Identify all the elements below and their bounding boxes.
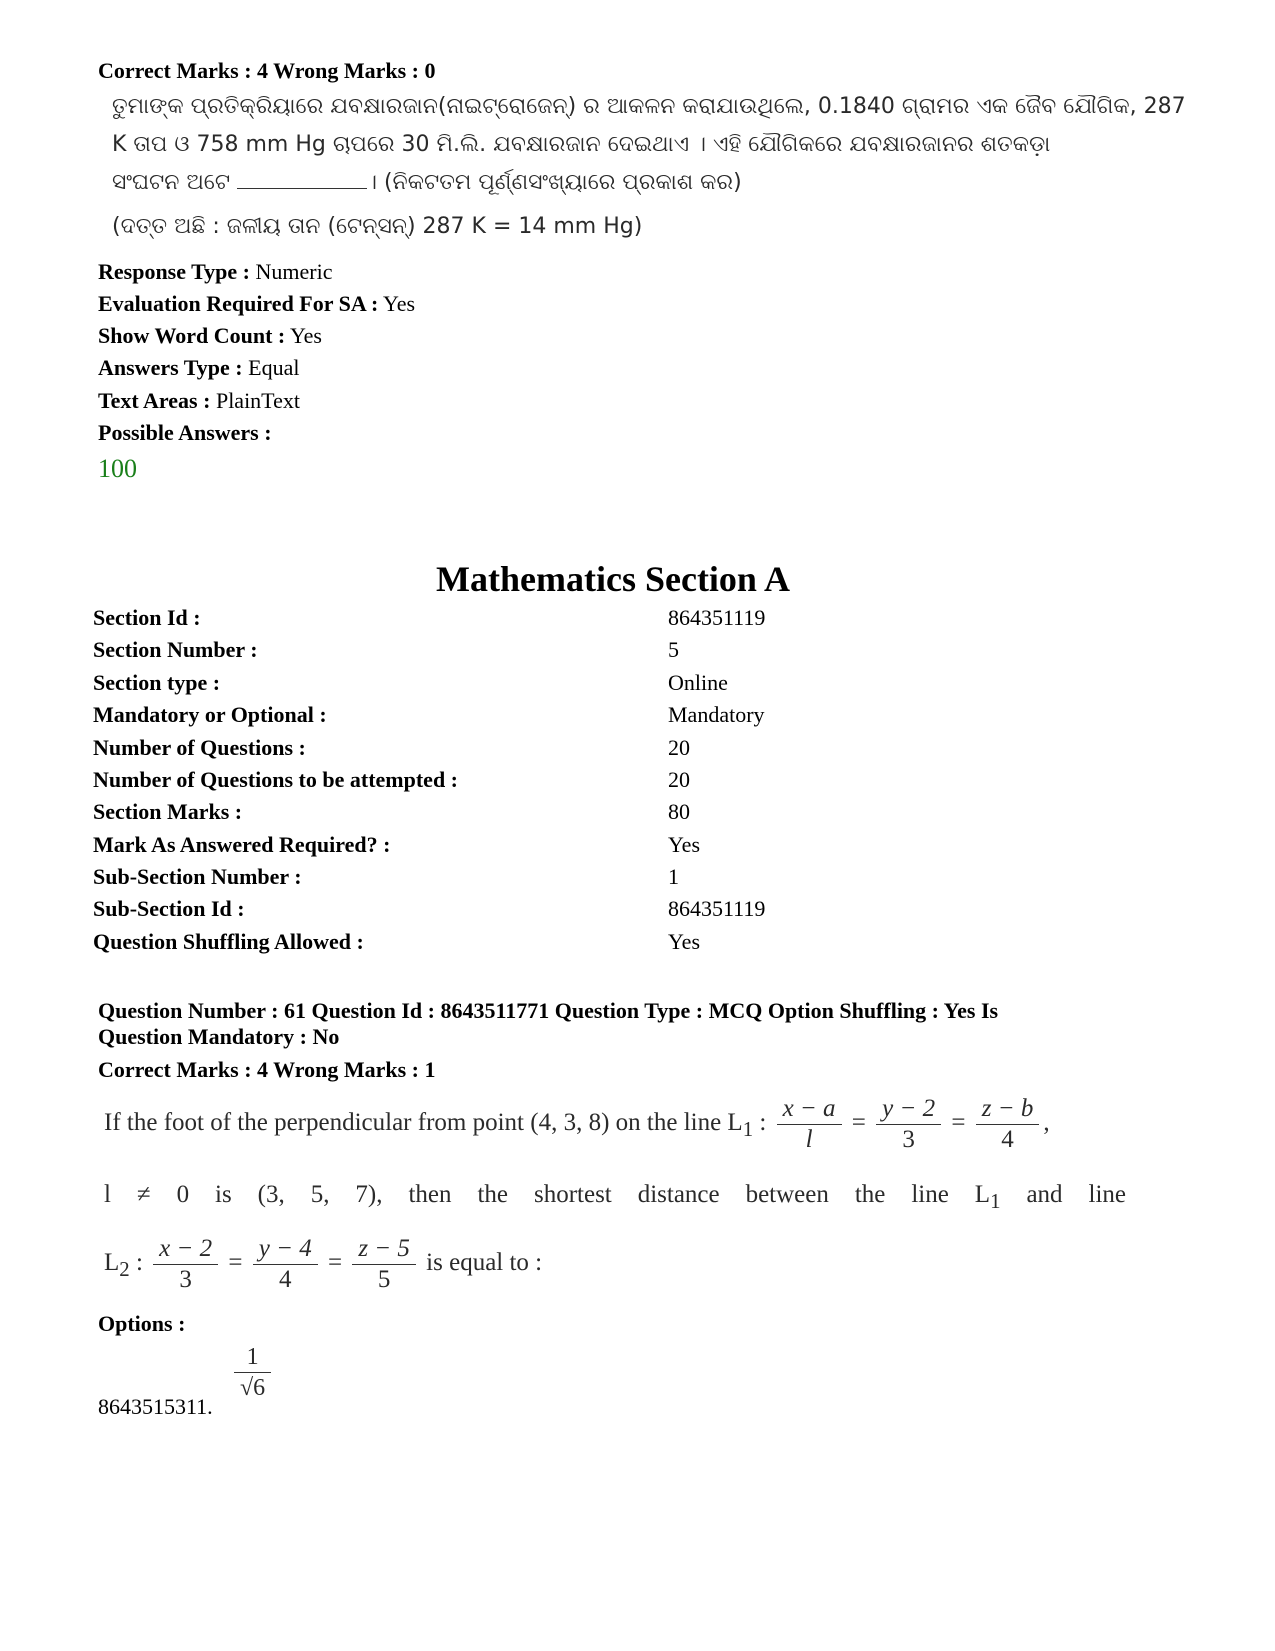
options-label: Options :: [98, 1311, 186, 1336]
meta-label: Show Word Count :: [98, 323, 286, 348]
fraction-num: x − a: [777, 1094, 842, 1125]
fraction-den: 3: [179, 1266, 192, 1293]
question-line2: [104, 1180, 1126, 1216]
meta-evaluation-required: [98, 291, 415, 317]
fraction-num: x − 2: [153, 1234, 218, 1265]
question-line3: $L_2$ : $\frac{x - 2}{3}$ = $\frac{y - 4}{4}$ = $\frac{z - 5}{5}$ is equal to :: [104, 1235, 543, 1293]
section-row-label: Mark As Answered Required? :: [93, 832, 391, 857]
odia-question-given: (ଦତ୍ତ ଅଛି : ଜଳୀୟ ତାନ (ଟେନ୍‌ସନ୍) 287 K = 14 mm Hg): [112, 214, 643, 239]
option-1-fraction: [234, 1342, 271, 1403]
section-row-value: 864351119: [668, 605, 766, 630]
top-marks-line: Correct Marks : 4 Wrong Marks : 0: [98, 58, 436, 83]
question-marks-line: Correct Marks : 4 Wrong Marks : 1: [98, 1057, 436, 1082]
fraction: [153, 1234, 218, 1295]
odia-question-line1: ତୁମାଙ୍କ ପ୍ରତିକ୍ରିୟାରେ ଯବକ୍ଷାରଜାନ(ନାଇଟ୍ରୋଜେନ୍) ର ଆକଳନ କରାଯାଉଥିଲେ, 0.1840 ଗ୍ରାମର ଏକ ଜୈବ ଯୌଗିକ, 287: [112, 94, 1186, 119]
subscript: 1: [990, 1189, 1001, 1213]
odia-question-line3-a: ସଂଘଟନ ଅଟେ: [112, 170, 231, 195]
fraction-num: z − 5: [352, 1234, 416, 1265]
meta-show-word-count: [98, 323, 322, 349]
possible-answer-value: 100: [98, 454, 137, 483]
fraction-den: 4: [1001, 1126, 1014, 1153]
answer-blank: [237, 188, 367, 189]
section-row-value: 5: [668, 637, 679, 662]
section-row-label: Mandatory or Optional :: [93, 702, 327, 727]
fraction-den: 3: [902, 1126, 915, 1153]
odia-question-line3: [112, 168, 742, 198]
section-row-label: Number of Questions to be attempted :: [93, 767, 459, 792]
meta-value: Yes: [289, 323, 322, 348]
fraction-den: 4: [278, 1266, 292, 1293]
question-header-line1: Question Number : 61 Question Id : 8643511771 Question Type : MCQ Option Shuffling : Yes Is: [98, 998, 999, 1023]
fraction-num: z − b: [976, 1094, 1040, 1125]
meta-value: PlainText: [215, 388, 300, 413]
meta-response-type: [98, 259, 332, 285]
section-title: Mathematics Section A: [436, 559, 790, 599]
subscript: 2: [119, 1257, 130, 1282]
fraction-num: y − 2: [876, 1094, 941, 1125]
section-row-label: Section Number :: [93, 637, 258, 662]
question-line1-text: If the foot of the perpendicular from point (4, 3, 8) on the line L: [104, 1109, 743, 1137]
section-row-label: Question Shuffling Allowed :: [93, 929, 364, 954]
question-line2-text: l ≠ 0 is (3, 5, 7), then the shortest distance between the line L: [104, 1181, 991, 1208]
option-1-content[interactable]: [230, 1342, 275, 1403]
meta-label: Answers Type :: [98, 355, 243, 380]
option-1-id: 8643515311.: [98, 1394, 213, 1419]
meta-label: Response Type :: [98, 259, 250, 284]
fraction-den: √6: [240, 1375, 266, 1401]
question-line2-suffix: and line: [1026, 1181, 1126, 1208]
fraction: [352, 1234, 416, 1295]
section-row-value: Yes: [668, 929, 701, 954]
fraction: [976, 1094, 1040, 1155]
section-row-value: 1: [668, 864, 679, 889]
section-row-label: Sub-Section Number :: [93, 864, 302, 889]
section-row-value: 20: [668, 735, 690, 760]
section-row-value: 864351119: [668, 896, 766, 921]
section-row-value: 80: [668, 799, 690, 824]
section-row-label: Section type :: [93, 670, 221, 695]
meta-value: Equal: [248, 355, 300, 380]
odia-question-line3-b: । (ନିକଟତମ ପୂର୍ଣ୍ଣସଂଖ୍ୟାରେ ପ୍ରକାଶ କର): [367, 170, 742, 195]
section-row-value: Yes: [668, 832, 701, 857]
odia-question-line2: K ତାପ ଓ 758 mm Hg ଚାପରେ 30 ମି.ଲି. ଯବକ୍ଷାରଜାନ ଦେଇଥାଏ । ଏହି ଯୌଗିକରେ ଯବକ୍ଷାରଜାନର ଶତକଡ଼ା: [112, 132, 1051, 157]
meta-answers-type: [98, 355, 299, 381]
section-row-label: Number of Questions :: [93, 735, 306, 760]
meta-label: Possible Answers :: [98, 420, 272, 445]
section-row-value: Online: [668, 670, 728, 695]
meta-text-areas: [98, 388, 300, 414]
subscript: 1: [742, 1117, 754, 1142]
meta-value: Yes: [383, 291, 416, 316]
question-header-line2: Question Mandatory : No: [98, 1024, 340, 1049]
meta-possible-answers: [98, 420, 272, 446]
line-l2-label: L: [104, 1249, 120, 1277]
section-row-label: Section Id :: [93, 605, 201, 630]
section-row-value: 20: [668, 767, 690, 792]
meta-label: Text Areas :: [98, 388, 211, 413]
section-row-label: Section Marks :: [93, 799, 243, 824]
fraction-den: 5: [377, 1266, 391, 1293]
fraction: [876, 1094, 941, 1155]
section-row-label: Sub-Section Id :: [93, 896, 245, 921]
fraction-num: 1: [234, 1342, 271, 1373]
fraction: [253, 1234, 318, 1295]
fraction: [777, 1094, 842, 1155]
section-row-value: Mandatory: [668, 702, 765, 727]
fraction-den: l: [805, 1126, 813, 1153]
fraction-num: y − 4: [253, 1234, 318, 1265]
question-line1: If the foot of the perpendicular from point (4, 3, 8) on the line $L_1$ : $\frac{x - a}{l}$ = $\frac{y - 2}{3}$ = $\frac{z - b}{4}$ ,: [104, 1095, 1050, 1153]
question-line3-suffix: is equal to :: [426, 1249, 543, 1277]
meta-value: Numeric: [255, 259, 333, 284]
meta-label: Evaluation Required For SA :: [98, 291, 379, 316]
